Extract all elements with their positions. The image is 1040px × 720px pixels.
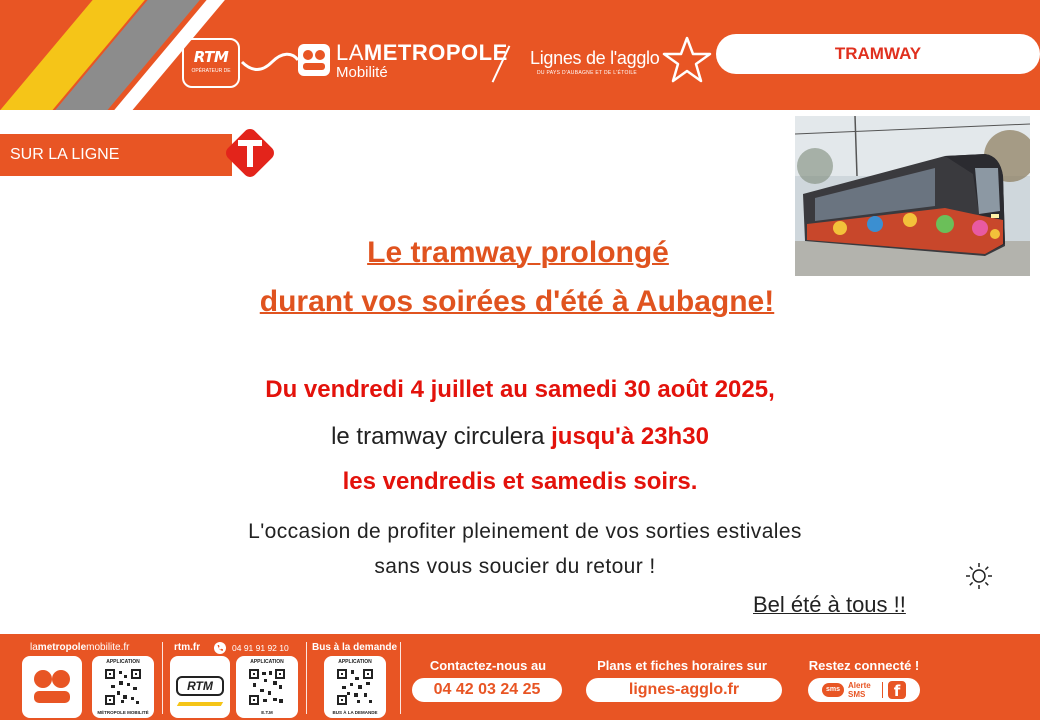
facebook-icon[interactable]: f [888, 681, 906, 699]
rtm-logo-stripe [177, 702, 223, 706]
swoosh-icon [240, 52, 300, 72]
qr-code-icon [337, 669, 373, 705]
sms-alert-link[interactable]: Alerte SMS [848, 681, 871, 699]
contact-phone-button[interactable]: 04 42 03 24 25 [412, 678, 562, 702]
footer-banner [0, 634, 1040, 720]
metropole-logo-icon [296, 42, 332, 78]
qr-code-icon [105, 669, 141, 705]
agglo-logo-subtitle: DU PAYS D'AUBAGNE ET DE L'ÉTOILE [537, 70, 638, 76]
service-days: les vendredis et samedis soirs. [342, 468, 698, 495]
body-text-line-2: sans vous soucier du retour ! [374, 555, 656, 578]
service-dates: Du vendredi 4 juillet au samedi 30 août 2025, [265, 376, 775, 403]
sms-icon[interactable]: sms [822, 683, 844, 697]
header-banner [0, 0, 1040, 110]
phone-icon [214, 642, 226, 654]
rtm-app-qr-code[interactable]: APPLICATION E.T.M [236, 656, 298, 718]
headline-line-2: durant vos soirées d'été à Aubagne! [259, 285, 775, 318]
star-icon [660, 34, 714, 88]
social-links-pill [808, 678, 920, 702]
footer-divider [306, 642, 307, 714]
metropole-logo-subtitle: Mobilité [336, 64, 388, 81]
rtm-app-logo[interactable] [170, 656, 230, 718]
sun-icon [965, 562, 993, 590]
headline-line-1: Le tramway prolongé [367, 236, 669, 269]
service-hours-text: le tramway circulera [331, 423, 552, 450]
on-the-line-tag: SUR LA LIGNE [0, 134, 232, 176]
footer-divider [162, 642, 163, 714]
on-demand-bus-qr-code[interactable]: APPLICATION BUS À LA DEMANDE [324, 656, 386, 718]
qr-code-icon [249, 669, 285, 705]
footer-divider [400, 642, 401, 714]
metropole-site-link[interactable]: lametropolemobilite.fr [30, 642, 130, 653]
rtm-site-link[interactable]: rtm.fr [174, 642, 201, 653]
tramway-category-pill: TRAMWAY [716, 34, 1040, 74]
stay-connected-label: Restez connecté ! [808, 658, 920, 673]
social-divider [882, 682, 883, 698]
tram-line-t-icon [220, 123, 280, 183]
sign-off: Bel été à tous !! [753, 592, 906, 617]
metropole-logo-text: LAMETROPOLE [336, 40, 508, 65]
agglo-logo-text: Lignes de l'agglo [530, 48, 660, 68]
timetables-site-button[interactable]: lignes-agglo.fr [586, 678, 782, 702]
rtm-logo[interactable]: RTM OPÉRATEUR DE [182, 38, 240, 88]
service-hours-highlight: jusqu'à 23h30 [551, 423, 709, 450]
body-text-line-1: L'occasion de profiter pleinement de vos sorties estivales [248, 520, 802, 543]
metropole-app-logo[interactable] [22, 656, 82, 718]
contact-label: Contactez-nous au [429, 658, 547, 673]
timetables-label: Plans et fiches horaires sur [597, 658, 767, 673]
metropole-app-qr-code[interactable]: APPLICATION MÉTROPOLE MOBILITÉ [92, 656, 154, 718]
rtm-logo-text: RTM [176, 676, 224, 696]
metropole-logo-icon [22, 656, 82, 718]
on-demand-bus-label: Bus à la demande [312, 642, 398, 653]
rtm-phone[interactable]: 04 91 91 92 10 [232, 643, 289, 653]
service-hours [0, 423, 1040, 451]
